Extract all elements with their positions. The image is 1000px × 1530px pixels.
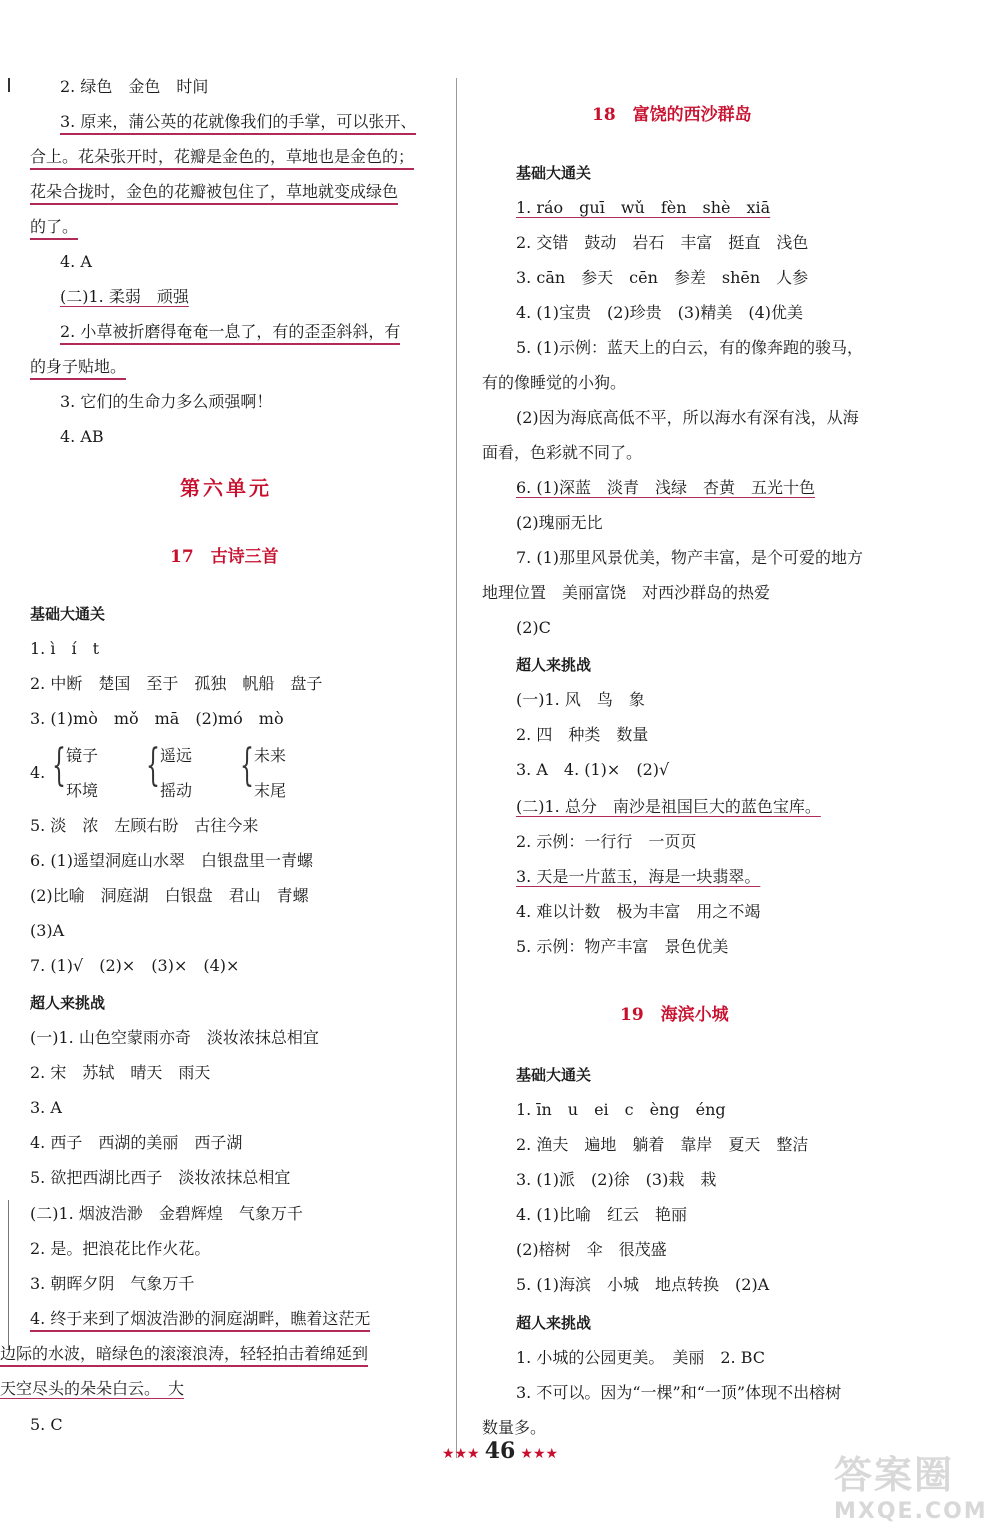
word-item: 摇动 (160, 781, 193, 800)
answer-line: 4. (1)宝贵 (2)珍贵 (3)精美 (4)优美 (516, 303, 804, 322)
answer-line: 边际的水波，暗绿色的滚滚浪涛，轻轻拍击着绵延到 (0, 1343, 368, 1365)
margin-mark (8, 78, 10, 92)
answer-line: (二)1. 烟波浩渺 金碧辉煌 气象万千 (30, 1204, 303, 1223)
section-label: 基础大通关 (30, 605, 106, 623)
answer-line: 2. 交错 鼓动 岩石 丰富 挺直 浅色 (516, 233, 809, 252)
word-item: 环境 (66, 781, 99, 800)
answer-line: 3. 不可以。因为“一棵”和“一顶”体现不出榕树 (516, 1383, 842, 1402)
answer-line: 2. 小草被折磨得奄奄一息了，有的歪歪斜斜，有 (60, 321, 400, 343)
answer-line: (一)1. 山色空蒙雨亦奇 淡妆浓抹总相宜 (30, 1028, 319, 1047)
answer-line: 5. (1)海滨 小城 地点转换 (2)A (516, 1275, 770, 1294)
brace: { (146, 740, 160, 791)
section-label: 基础大通关 (516, 164, 592, 182)
answer-line: 合上。花朵张开时，花瓣是金色的，草地也是金色的； (30, 146, 414, 168)
answer-line: 3. 朝晖夕阴 气象万千 (30, 1274, 195, 1293)
answer-line: 天空尽头的朵朵白云。 大 (0, 1379, 185, 1398)
answer-line: 3. A 4. (1)× (2)√ (516, 760, 670, 779)
answer-line: 1. īn u ei c èng éng (516, 1100, 726, 1119)
answer-line: 4. 难以计数 极为丰富 用之不竭 (516, 902, 761, 921)
answer-line: 4. 终于来到了烟波浩渺的洞庭湖畔，瞧着这茫无 (30, 1308, 370, 1330)
answer-line: 1. 小城的公园更美。 美丽 2. BC (516, 1348, 766, 1367)
answer-line: (2)比喻 洞庭湖 白银盘 君山 青螺 (30, 886, 309, 905)
word-item: 镜子 (66, 746, 99, 765)
answer-line: 数量多。 (482, 1418, 547, 1437)
answer-line: 2. 渔夫 遍地 躺着 靠岸 夏天 整洁 (516, 1135, 809, 1154)
answer-line: 3. A (30, 1098, 62, 1117)
answer-line: 4. AB (60, 427, 104, 446)
answer-line: 1. ì í t (30, 639, 100, 658)
section-label: 超人来挑战 (30, 994, 106, 1012)
star-icon: ★★★ (520, 1446, 559, 1462)
answer-line: 3. (1)派 (2)徐 (3)栽 栽 (516, 1170, 717, 1189)
answer-line: 2. 宋 苏轼 晴天 雨天 (30, 1063, 211, 1082)
answer-line: 2. 四 种类 数量 (516, 725, 649, 744)
lesson-title: 17 古诗三首 (170, 547, 279, 567)
answer-line: (2)C (516, 618, 551, 637)
answer-line: (2)瑰丽无比 (516, 513, 603, 532)
answer-line: 5. C (30, 1415, 63, 1434)
word-item: 遥远 (160, 746, 193, 765)
star-icon: ★★★ (441, 1446, 480, 1462)
answer-line: 5. 欲把西湖比西子 淡妆浓抹总相宜 (30, 1168, 291, 1187)
answer-line: 有的像睡觉的小狗。 (482, 373, 627, 392)
brace: { (52, 740, 66, 791)
lesson-title: 19 海滨小城 (620, 1005, 729, 1025)
answer-line: 3. cān 参天 cēn 参差 shēn 人参 (516, 268, 809, 287)
watermark-logo: 答案圈 MXQE.COM (834, 1453, 988, 1524)
answer-line: 7. (1)那里风景优美，物产丰富，是个可爱的地方 (516, 548, 864, 567)
column-divider (456, 78, 457, 1458)
page-number: 46 (484, 1438, 516, 1464)
answer-line: (二)1. 总分 南沙是祖国巨大的蓝色宝库。 (516, 797, 821, 816)
answer-line: 3. 天是一片蓝玉，海是一块翡翠。 (516, 867, 761, 886)
answer-line: 6. (1)深蓝 淡青 浅绿 杏黄 五光十色 (516, 478, 816, 497)
section-label: 超人来挑战 (516, 1314, 592, 1332)
answer-line: 3. 它们的生命力多么顽强啊！ (60, 392, 273, 411)
answer-line: 6. (1)遥望洞庭山水翠 白银盘里一青螺 (30, 851, 314, 870)
answer-line: 4. (1)比喻 红云 艳丽 (516, 1205, 688, 1224)
section-label: 超人来挑战 (516, 656, 592, 674)
section-label: 基础大通关 (516, 1066, 592, 1084)
word-item: 末尾 (254, 781, 287, 800)
answer-line: 的了。 (30, 216, 78, 238)
answer-line: 的身子贴地。 (30, 356, 126, 378)
answer-line: 4. 西子 西湖的美丽 西子湖 (30, 1133, 243, 1152)
answer-line: (一)1. 风 鸟 象 (516, 690, 645, 709)
answer-line: 2. 绿色 金色 时间 (60, 77, 209, 96)
answer-line: 面看，色彩就不同了。 (482, 443, 643, 462)
answer-line: (二)1. 柔弱 顽强 (60, 287, 189, 306)
answer-line: (3)A (30, 921, 65, 940)
unit-title: 第六单元 (180, 476, 272, 500)
answer-line: 花朵合拢时，金色的花瓣被包住了，草地就变成绿色 (30, 181, 398, 203)
answer-line: 1. ráo guī wǔ fèn shè xiā (516, 198, 771, 217)
answer-line: (2)榕树 伞 很茂盛 (516, 1240, 667, 1259)
lesson-title: 18 富饶的西沙群岛 (592, 105, 752, 125)
margin-mark (8, 1200, 9, 1350)
answer-line: 2. 中断 楚国 至于 孤独 帆船 盘子 (30, 674, 323, 693)
answer-line: 5. 示例：物产丰富 景色优美 (516, 937, 729, 956)
word-item: 未来 (254, 746, 287, 765)
answer-line: 4. (30, 763, 46, 782)
answer-line: 2. 是。把浪花比作火花。 (30, 1239, 211, 1258)
answer-line: 3. (1)mò mǒ mā (2)mó mò (30, 709, 284, 728)
answer-line: 3. 原来，蒲公英的花就像我们的手掌，可以张开、 (60, 111, 416, 133)
answer-line: 5. 淡 浓 左顾右盼 古往今来 (30, 816, 259, 835)
answer-line: 4. A (60, 252, 92, 271)
answer-line: (2)因为海底高低不平，所以海水有深有浅，从海 (516, 408, 859, 427)
answer-line: 地理位置 美丽富饶 对西沙群岛的热爱 (482, 583, 771, 602)
answer-line: 5. (1)示例：蓝天上的白云，有的像奔跑的骏马， (516, 338, 864, 357)
answer-line: 7. (1)√ (2)× (3)× (4)× (30, 956, 240, 975)
brace: { (240, 740, 254, 791)
answer-line: 2. 示例：一行行 一页页 (516, 832, 697, 851)
